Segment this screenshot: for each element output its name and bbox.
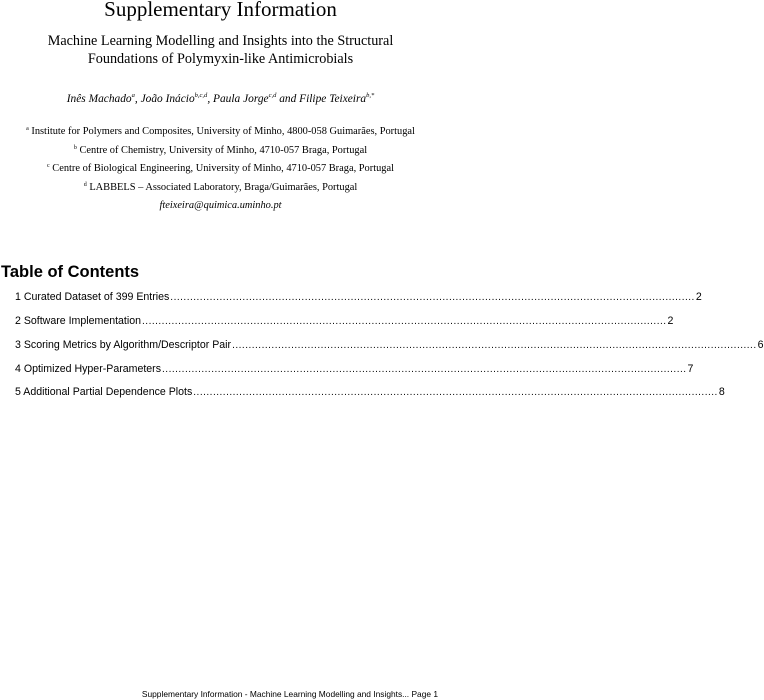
toc-entry-label: 3 Scoring Metrics by Algorithm/Descriptor Pair [15, 339, 232, 351]
toc-dot-leader: ................................................................................................................................................................ [170, 292, 695, 303]
toc-entry-page: 2 [695, 291, 702, 303]
document-title: Supplementary Information [104, 0, 337, 21]
affiliation-mark: d [83, 182, 87, 188]
toc-entry-label: 5 Additional Partial Dependence Plots [15, 386, 193, 398]
affiliation-mark: a [26, 126, 29, 132]
toc-entry-curated-dataset[interactable] [15, 290, 702, 304]
page-footer: Supplementary Information - Machine Learning Modelling and Insights... Page 1 [141, 689, 438, 699]
author-name: João Inácio [140, 93, 195, 105]
affiliation-mark: b [73, 145, 77, 151]
toc-entry-page: 7 [687, 363, 694, 375]
affiliation-text: Institute for Polymers and Composites, University of Minho, 4800-058 Guimarães, Portugal [31, 126, 415, 137]
author-affiliation-mark: a [131, 92, 135, 99]
author-name: Paula Jorge [213, 93, 269, 105]
author-separator: and [276, 93, 300, 105]
toc-entry-software-implementation[interactable] [15, 314, 674, 328]
toc-entry-scoring-metrics[interactable] [15, 338, 764, 352]
toc-entry-page: 6 [757, 339, 764, 351]
toc-dot-leader: ................................................................................................................................................................ [142, 316, 667, 327]
affiliation-text: Centre of Chemistry, University of Minho, 4710-057 Braga, Portugal [79, 145, 368, 156]
document-subtitle [10, 32, 431, 68]
subtitle-line-2: Foundations of Polymyxin-like Antimicrobials [87, 51, 354, 67]
author-affiliation-mark: b,c,d [194, 92, 208, 99]
affiliation-c [0, 159, 441, 176]
author-affiliation-mark: c,d [268, 92, 277, 99]
toc-entry-hyper-parameters[interactable] [15, 362, 694, 376]
affiliation-text: Centre of Biological Engineering, University of Minho, 4710-057 Braga, Portugal [52, 163, 394, 174]
toc-entry-label: 4 Optimized Hyper-Parameters [15, 363, 162, 375]
toc-entry-partial-dependence-plots[interactable] [15, 385, 725, 399]
author-affiliation-mark: b,* [366, 92, 375, 99]
affiliation-mark: c [47, 163, 50, 169]
toc-entry-label: 2 Software Implementation [15, 315, 142, 327]
affiliation-b [0, 141, 441, 158]
toc-entry-label: 1 Curated Dataset of 399 Entries [15, 291, 170, 303]
affiliation-d [0, 178, 441, 195]
toc-dot-leader: ................................................................................................................................................................ [162, 364, 687, 375]
toc-dot-leader: ................................................................................................................................................................ [232, 340, 757, 351]
affiliation-a [0, 122, 441, 139]
affiliation-text: LABBELS – Associated Laboratory, Braga/Guimarães, Portugal [89, 182, 358, 193]
toc-entry-page: 8 [718, 386, 725, 398]
author-list [0, 89, 441, 106]
toc-entry-page: 2 [667, 315, 674, 327]
toc-dot-leader: ................................................................................................................................................................ [193, 387, 718, 398]
author-name: Inês Machado [66, 93, 132, 105]
author-separator: , [134, 93, 141, 105]
corresponding-email-link[interactable]: fteixeira@quimica.uminho.pt [159, 200, 282, 211]
author-name: Filipe Teixeira [299, 93, 367, 105]
author-separator: , [207, 93, 214, 105]
toc-heading: Table of Contents [1, 263, 140, 281]
subtitle-line-1: Machine Learning Modelling and Insights into the Structural [47, 33, 394, 49]
